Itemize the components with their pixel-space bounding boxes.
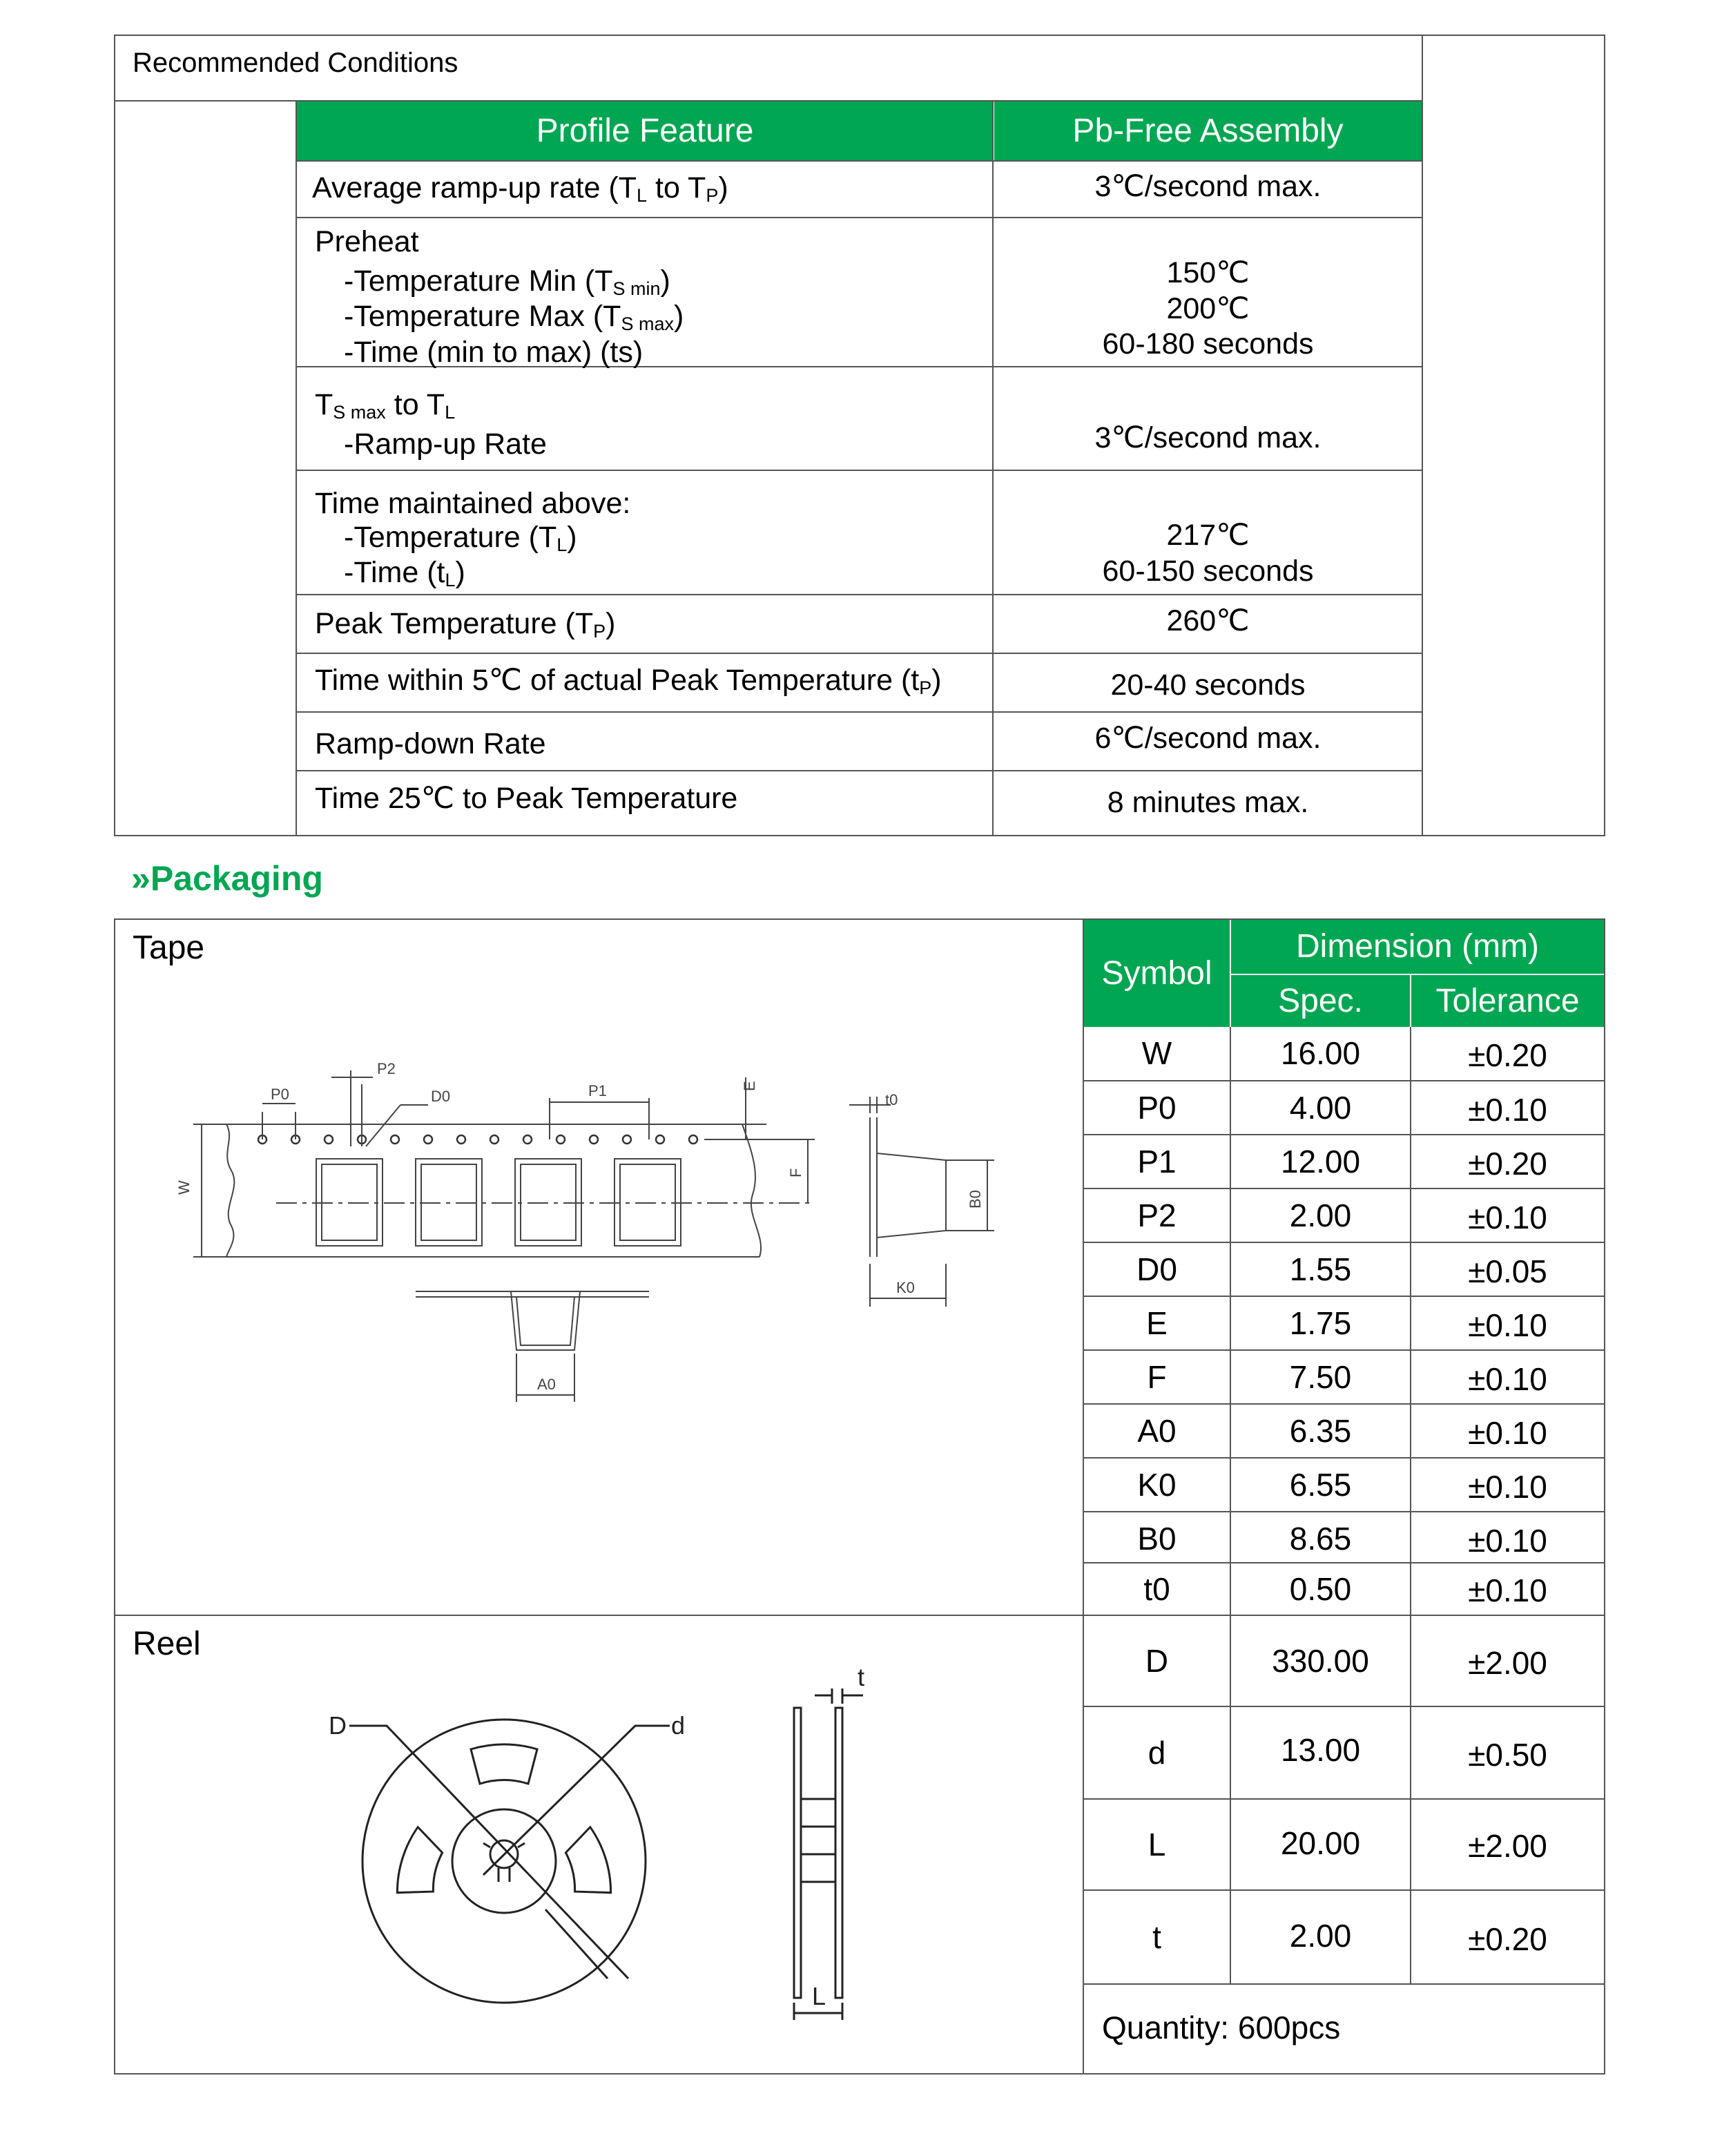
tolerance-cell: ±0.10 xyxy=(1468,1091,1547,1128)
packaging-marker: » xyxy=(131,859,151,898)
value-time-25c-to-peak: 8 minutes max. xyxy=(1107,786,1309,820)
row-preheat: Preheat -Temperature Min $(T_{S min})$ -Temperature Max $(T_{S max})$ -Time (min to max) (ts) xyxy=(315,225,684,369)
symbol-cell: P1 xyxy=(1137,1143,1177,1180)
spec-cell: 4.00 xyxy=(1289,1089,1352,1126)
symbol-cell: F xyxy=(1147,1358,1167,1395)
label-e: E xyxy=(741,1081,758,1091)
label-d0: D0 xyxy=(431,1088,451,1105)
quantity-label: Quantity: 600pcs xyxy=(1102,2010,1341,2046)
symbol-cell: P2 xyxy=(1137,1197,1177,1233)
label-p1: P1 xyxy=(588,1082,607,1099)
label-p2: P2 xyxy=(377,1060,396,1077)
packaging-heading xyxy=(131,858,323,898)
header-symbol: Symbol xyxy=(1084,920,1230,1027)
row-ts-max-to-tl: $T_{S max}$ to $T_L$ -Ramp-up Rate xyxy=(315,388,547,461)
symbol-cell: t xyxy=(1152,1918,1161,1955)
spec-cell: 1.55 xyxy=(1289,1251,1352,1287)
spec-cell: 13.00 xyxy=(1280,1731,1361,1768)
spec-cell: 6.35 xyxy=(1289,1412,1352,1449)
tape-label: Tape xyxy=(133,930,205,966)
symbol-cell: D0 xyxy=(1136,1251,1177,1287)
header-tolerance: Tolerance xyxy=(1411,975,1604,1027)
tolerance-cell: ±0.10 xyxy=(1468,1522,1547,1559)
tolerance-cell: ±0.10 xyxy=(1468,1572,1547,1608)
tolerance-cell: ±2.00 xyxy=(1468,1827,1547,1864)
header-profile-feature: Profile Feature xyxy=(297,102,993,161)
spec-cell: 20.00 xyxy=(1280,1825,1361,1861)
label-k0: K0 xyxy=(896,1279,915,1296)
symbol-cell: A0 xyxy=(1137,1412,1177,1449)
symbol-cell: D xyxy=(1145,1642,1169,1679)
tolerance-cell: ±0.10 xyxy=(1468,1468,1547,1505)
spec-cell: 330.00 xyxy=(1272,1642,1369,1679)
value-preheat: 150℃ 200℃ 60-180 seconds xyxy=(1102,256,1314,361)
label-reel-d: d xyxy=(671,1711,686,1740)
value-ts-max-to-tl: 3℃/second max. xyxy=(1094,421,1322,454)
value-time-maintained-above: 217℃ 60-150 seconds xyxy=(1102,519,1314,588)
label-p0: P0 xyxy=(271,1086,289,1103)
symbol-cell: t0 xyxy=(1143,1570,1170,1607)
tolerance-cell: ±0.20 xyxy=(1468,1921,1547,1957)
row-time-within-5c: Time within 5℃ of actual Peak Temperature $(t_P)$ xyxy=(315,664,942,699)
label-reel-L: L xyxy=(812,1982,826,2010)
spec-cell: 7.50 xyxy=(1289,1358,1352,1395)
label-b0: B0 xyxy=(967,1190,984,1209)
spec-cell: 6.55 xyxy=(1289,1466,1352,1503)
symbol-cell: L xyxy=(1148,1826,1166,1863)
symbol-cell: P0 xyxy=(1137,1089,1177,1126)
value-time-within-5c: 20-40 seconds xyxy=(1110,668,1306,702)
label-a0: A0 xyxy=(537,1376,556,1393)
spec-cell: 2.00 xyxy=(1289,1917,1352,1954)
label-t0: t0 xyxy=(885,1091,898,1108)
spec-cell: 1.75 xyxy=(1289,1305,1352,1341)
value-peak-temperature: 260℃ xyxy=(1166,604,1250,638)
spec-cell: 0.50 xyxy=(1289,1570,1352,1607)
tolerance-cell: ±0.10 xyxy=(1468,1199,1547,1235)
symbol-cell: B0 xyxy=(1137,1520,1177,1557)
value-average-ramp-up: 3℃/second max. xyxy=(1094,170,1322,204)
tape-diagram xyxy=(166,1036,1036,1423)
reel-label: Reel xyxy=(133,1626,201,1662)
row-average-ramp-up: Average ramp-up rate ($T_L$ to $T_P$) xyxy=(312,171,728,206)
tolerance-cell: ±2.00 xyxy=(1468,1644,1547,1681)
tolerance-cell: ±0.05 xyxy=(1468,1253,1547,1289)
label-w: W xyxy=(175,1180,193,1195)
spec-cell: 8.65 xyxy=(1289,1520,1352,1557)
symbol-cell: d xyxy=(1148,1734,1166,1771)
symbol-cell: K0 xyxy=(1137,1466,1177,1503)
packaging-title: Packaging xyxy=(150,859,323,898)
tolerance-cell: ±0.10 xyxy=(1468,1414,1547,1451)
header-spec: Spec. xyxy=(1231,975,1410,1027)
spec-cell: 12.00 xyxy=(1280,1143,1361,1180)
header-pb-free-assembly: Pb-Free Assembly xyxy=(994,102,1422,161)
header-dimension: Dimension (mm) xyxy=(1231,920,1604,974)
reel-diagram xyxy=(318,1661,911,2034)
tolerance-cell: ±0.10 xyxy=(1468,1360,1547,1397)
row-time-maintained-above: Time maintained above: -Temperature $(T_L)$ -Time $(t_L)$ xyxy=(315,487,631,591)
label-f: F xyxy=(787,1168,804,1177)
value-ramp-down-rate: 6℃/second max. xyxy=(1094,722,1322,755)
row-time-25c-to-peak: Time 25℃ to Peak Temperature xyxy=(315,782,738,816)
conditions-title: Recommended Conditions xyxy=(133,48,458,78)
symbol-cell: E xyxy=(1146,1305,1168,1341)
row-ramp-down-rate: Ramp-down Rate xyxy=(315,727,546,761)
spec-cell: 2.00 xyxy=(1289,1197,1352,1233)
tolerance-cell: ±0.20 xyxy=(1468,1037,1547,1074)
symbol-cell: W xyxy=(1141,1035,1172,1072)
tolerance-cell: ±0.10 xyxy=(1468,1307,1547,1343)
tolerance-cell: ±0.20 xyxy=(1468,1145,1547,1182)
spec-cell: 16.00 xyxy=(1280,1035,1361,1072)
label-reel-t: t xyxy=(858,1663,865,1691)
tolerance-cell: ±0.50 xyxy=(1468,1736,1547,1773)
label-reel-D: D xyxy=(329,1711,347,1740)
row-peak-temperature: Peak Temperature $(T_P)$ xyxy=(315,606,616,642)
